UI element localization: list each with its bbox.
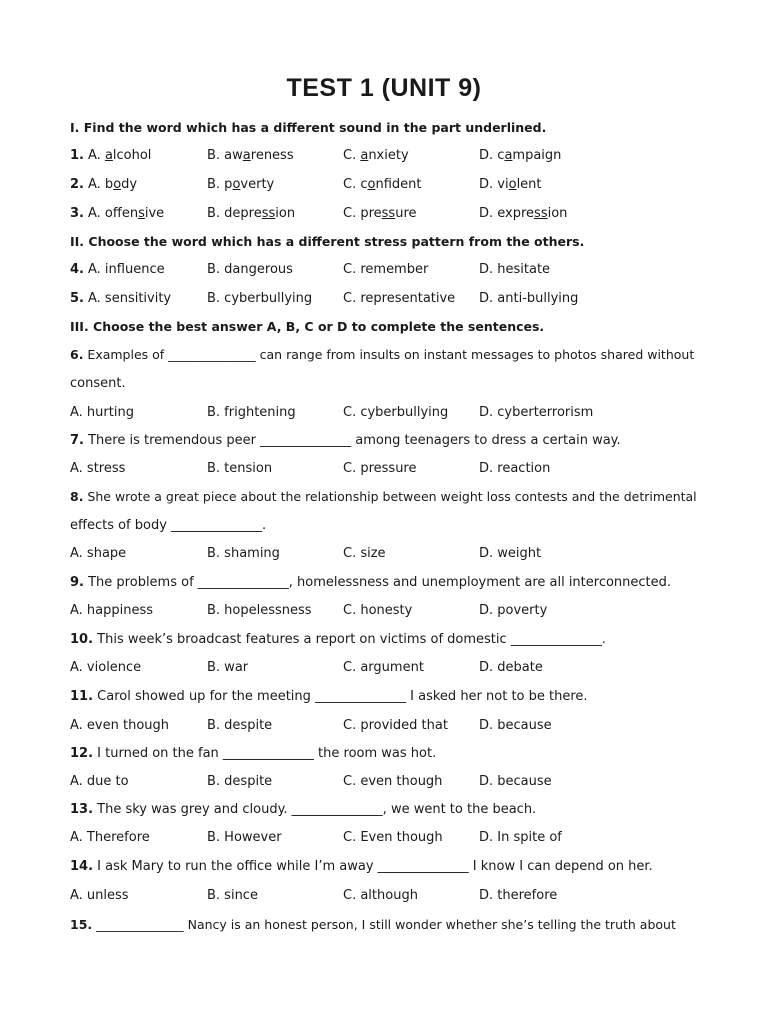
question-number: 5. [70, 291, 84, 306]
question-text: I turned on the fan ______________ the room was hot. [93, 746, 437, 761]
option-c: C. even though [343, 774, 443, 789]
option-d: D. because [479, 718, 552, 733]
option-b: B. shaming [207, 546, 280, 561]
option-d: D. expression [479, 206, 568, 221]
option-c: C. provided that [343, 718, 448, 733]
option-b: B. despite [207, 774, 273, 789]
question-number: 12. [70, 746, 94, 761]
option-c: C. cyberbullying [343, 405, 449, 420]
option-a: A. even though [70, 718, 170, 733]
section-heading-1: I. Find the word which has a different sound in the part underlined. [70, 120, 547, 135]
option-b: B. poverty [207, 177, 275, 192]
page-title: TEST 1 (UNIT 9) [286, 74, 482, 102]
option-d: D. hesitate [479, 262, 551, 277]
option-d: D. therefore [479, 888, 558, 903]
question-number: 11. [70, 689, 94, 704]
option-b: B. cyberbullying [207, 291, 313, 306]
question-14-text [70, 858, 700, 876]
question-8-text-cont: effects of body ______________. [70, 518, 267, 533]
question-11-text [70, 688, 700, 706]
option-a: A. offensive [88, 206, 165, 221]
option-c: C. honesty [343, 603, 413, 618]
option-d: D. reaction [479, 461, 551, 476]
question-6-text [70, 346, 700, 364]
option-a: A. alcohol [88, 148, 152, 163]
option-a: A. sensitivity [88, 291, 172, 306]
option-b: B. despite [207, 718, 273, 733]
option-c: C. although [343, 888, 418, 903]
option-a: A. shape [70, 546, 127, 561]
option-a: A. influence [88, 262, 165, 277]
question-7-text [70, 432, 700, 450]
option-a: A. hurting [70, 405, 134, 420]
question-number: 10. [70, 632, 94, 647]
option-c: C. pressure [343, 206, 417, 221]
question-number: 1. [70, 148, 84, 163]
question-number: 2. [70, 177, 84, 192]
option-a: A. happiness [70, 603, 154, 618]
option-c: C. argument [343, 660, 424, 675]
option-a: A. due to [70, 774, 129, 789]
question-1 [70, 147, 700, 165]
option-c: C. confident [343, 177, 422, 192]
option-c: C. representative [343, 291, 456, 306]
option-b: B. since [207, 888, 258, 903]
option-c: C. Even though [343, 830, 443, 845]
option-d: D. anti-bullying [479, 291, 579, 306]
question-number: 15. [70, 917, 93, 932]
option-b: B. frightening [207, 405, 296, 420]
question-text: ______________ Nancy is an honest person, I still wonder whether she’s telling the truth about [92, 917, 676, 932]
option-d: D. violent [479, 177, 542, 192]
option-a: A. violence [70, 660, 142, 675]
question-15-text [70, 916, 700, 934]
question-number: 8. [70, 489, 84, 504]
question-text: There is tremendous peer ______________ among teenagers to dress a certain way. [83, 433, 621, 448]
option-b: B. awareness [207, 148, 294, 163]
question-number: 14. [70, 859, 94, 874]
option-c: C. size [343, 546, 386, 561]
question-8-text [70, 488, 700, 506]
question-5 [70, 290, 700, 308]
option-b: B. hopelessness [207, 603, 312, 618]
option-c: C. anxiety [343, 148, 409, 163]
option-a: A. unless [70, 888, 129, 903]
option-d: D. cyberterrorism [479, 405, 594, 420]
question-text: The sky was grey and cloudy. ______________, we went to the beach. [93, 802, 537, 817]
question-text: She wrote a great piece about the relationship between weight loss contests and the detrimental [83, 489, 697, 504]
question-number: 3. [70, 206, 84, 221]
question-number: 7. [70, 433, 84, 448]
option-c: C. remember [343, 262, 429, 277]
question-9-text [70, 574, 700, 592]
option-b: B. tension [207, 461, 273, 476]
question-6-text-cont: consent. [70, 376, 126, 391]
option-a: A. Therefore [70, 830, 150, 845]
option-c: C. pressure [343, 461, 417, 476]
question-text: Examples of ______________ can range from insults on instant messages to photos shared without [83, 347, 695, 362]
question-text: This week’s broadcast features a report on victims of domestic ______________. [93, 632, 606, 647]
section-heading-2: II. Choose the word which has a different stress pattern from the others. [70, 234, 585, 249]
option-a: A. stress [70, 461, 126, 476]
question-2 [70, 176, 700, 194]
option-b: B. dangerous [207, 262, 293, 277]
question-3 [70, 205, 700, 223]
option-d: D. poverty [479, 603, 548, 618]
option-d: D. because [479, 774, 552, 789]
section-heading-3: III. Choose the best answer A, B, C or D to complete the sentences. [70, 319, 545, 334]
option-d: D. debate [479, 660, 543, 675]
option-d: D. In spite of [479, 830, 562, 845]
question-text: Carol showed up for the meeting ______________ I asked her not to be there. [93, 689, 588, 704]
question-number: 9. [70, 575, 84, 590]
option-d: D. weight [479, 546, 542, 561]
option-b: B. However [207, 830, 282, 845]
question-12-text [70, 745, 700, 763]
question-4 [70, 261, 700, 279]
question-13-text [70, 801, 700, 819]
question-number: 4. [70, 262, 84, 277]
option-d: D. campaign [479, 148, 562, 163]
question-number: 6. [70, 347, 84, 362]
question-number: 13. [70, 802, 94, 817]
question-10-text [70, 631, 700, 649]
question-text: I ask Mary to run the office while I’m away ______________ I know I can depend on her. [93, 859, 653, 874]
question-text: The problems of ______________, homelessness and unemployment are all interconnected. [83, 575, 672, 590]
option-b: B. depression [207, 206, 296, 221]
option-b: B. war [207, 660, 249, 675]
option-a: A. body [88, 177, 138, 192]
